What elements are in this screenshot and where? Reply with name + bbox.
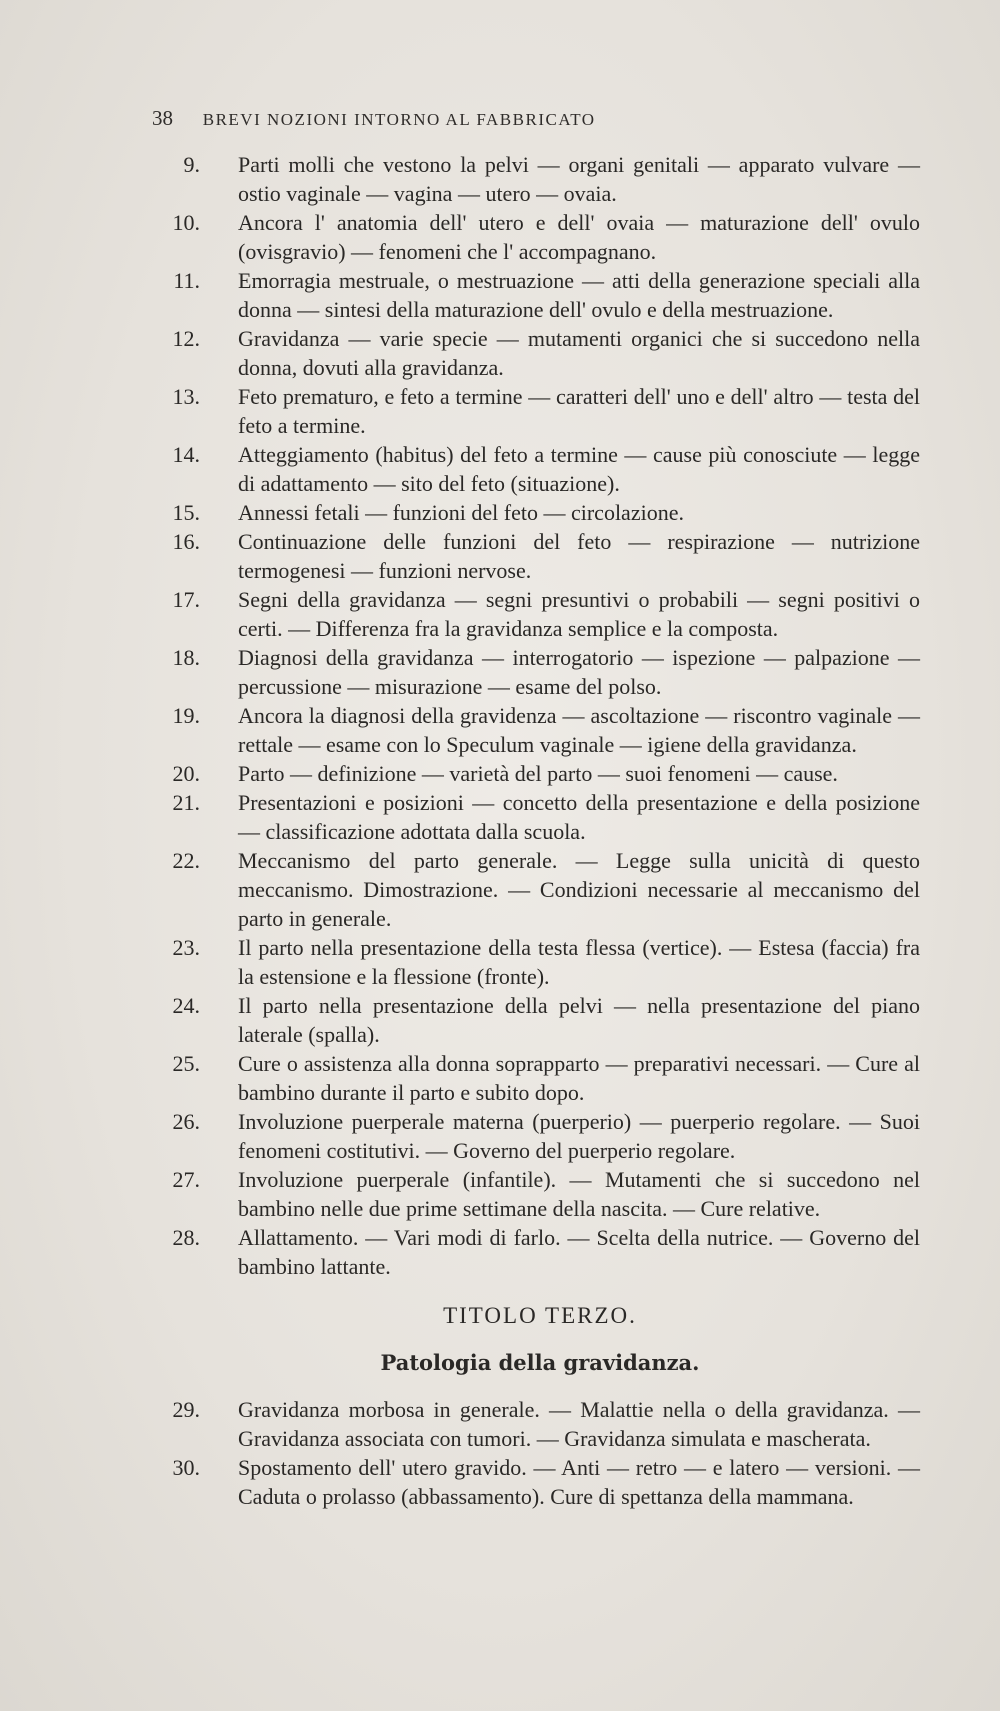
item-number: 18. [172, 645, 200, 670]
item-text: Continuazione delle funzioni del feto — respirazione — nutrizione termogenesi — funzioni nervose. [238, 529, 920, 583]
item-number: 23. [172, 935, 200, 960]
topic-list-part2 [160, 1395, 920, 1511]
item-text: Il parto nella presentazione della pelvi — nella presentazione del piano laterale (spalla). [238, 993, 920, 1047]
item-number: 15. [172, 500, 200, 525]
item-text: Meccanismo del parto generale. — Legge sulla unicità di questo meccanismo. Dimostrazione. — Condizioni necessarie al meccanismo del parto in generale. [238, 848, 920, 931]
list-item [160, 1395, 920, 1453]
item-text: Parti molli che vestono la pelvi — organi genitali — apparato vulvare — ostio vaginale — vagina — utero — ovaia. [238, 152, 920, 206]
topic-list-part1 [160, 150, 920, 1281]
item-number: 16. [172, 529, 200, 554]
list-item [160, 788, 920, 846]
item-text: Ancora la diagnosi della gravidenza — ascoltazione — riscontro vaginale — rettale — esame con lo Speculum vaginale — igiene della gravidanza. [238, 703, 920, 757]
item-number: 10. [172, 210, 200, 235]
item-number: 17. [172, 587, 200, 612]
item-text: Il parto nella presentazione della testa flessa (vertice). — Estesa (faccia) fra la estensione e la flessione (fronte). [238, 935, 920, 989]
item-text: Diagnosi della gravidanza — interrogatorio — ispezione — palpazione — percussione — misurazione — esame del polso. [238, 645, 920, 699]
item-text: Involuzione puerperale (infantile). — Mutamenti che si succedono nel bambino nelle due prime settimane della nascita. — Cure relative. [238, 1167, 920, 1221]
list-item [160, 701, 920, 759]
item-number: 11. [173, 268, 200, 293]
item-number: 26. [172, 1109, 200, 1134]
list-item [160, 1049, 920, 1107]
item-text: Segni della gravidanza — segni presuntivi o probabili — segni positivi o certi. — Differenza fra la gravidanza semplice e la composta. [238, 587, 920, 641]
running-title: BREVI NOZIONI INTORNO AL FABBRICATO [202, 110, 596, 129]
list-item [160, 382, 920, 440]
section-title: TITOLO TERZO. [443, 1303, 637, 1328]
item-number: 12. [172, 326, 200, 351]
item-number: 14. [172, 442, 200, 467]
item-text: Atteggiamento (habitus) del feto a termine — cause più conosciute — legge di adattamento — sito del feto (situazione). [238, 442, 920, 496]
list-item [160, 324, 920, 382]
item-number: 22. [172, 848, 200, 873]
page-number: 38 [152, 106, 173, 130]
list-item [160, 1165, 920, 1223]
list-item [160, 991, 920, 1049]
item-text: Spostamento dell' utero gravido. — Anti — retro — e latero — versioni. — Caduta o prolasso (abbassamento). Cure di spettanza della mammana. [238, 1455, 920, 1509]
item-number: 25. [172, 1051, 200, 1076]
item-text: Ancora l' anatomia dell' utero e dell' ovaia — maturazione dell' ovulo (ovisgravio) — fenomeni che l' accompagnano. [238, 210, 920, 264]
list-item [160, 1453, 920, 1511]
list-item [160, 585, 920, 643]
item-number: 30. [172, 1455, 200, 1480]
list-item [160, 150, 920, 208]
list-item [160, 208, 920, 266]
item-text: Allattamento. — Vari modi di farlo. — Scelta della nutrice. — Governo del bambino lattante. [238, 1225, 920, 1279]
list-item [160, 498, 920, 527]
item-number: 9. [183, 152, 200, 177]
section-subtitle: Patologia della gravidanza. [380, 1350, 700, 1375]
item-number: 27. [172, 1167, 200, 1192]
list-item [160, 266, 920, 324]
item-text: Annessi fetali — funzioni del feto — circolazione. [238, 500, 684, 525]
item-text: Presentazioni e posizioni — concetto della presentazione e della posizione — classificazione adottata dalla scuola. [238, 790, 920, 844]
list-item [160, 643, 920, 701]
item-number: 28. [172, 1225, 200, 1250]
item-number: 29. [172, 1397, 200, 1422]
list-item [160, 759, 920, 788]
item-text: Parto — definizione — varietà del parto — suoi fenomeni — cause. [238, 761, 838, 786]
list-item [160, 1223, 920, 1281]
item-text: Cure o assistenza alla donna soprapparto — preparativi necessari. — Cure al bambino durante il parto e subito dopo. [238, 1051, 920, 1105]
item-number: 13. [172, 384, 200, 409]
item-number: 20. [172, 761, 200, 786]
page-header [152, 106, 752, 131]
item-number: 21. [172, 790, 200, 815]
list-item [160, 440, 920, 498]
list-item [160, 527, 920, 585]
item-text: Emorragia mestruale, o mestruazione — atti della generazione speciali alla donna — sintesi della maturazione dell' ovulo e della mestruazione. [238, 268, 920, 322]
item-number: 24. [172, 993, 200, 1018]
item-text: Feto prematuro, e feto a termine — caratteri dell' uno e dell' altro — testa del feto a termine. [238, 384, 920, 438]
item-text: Gravidanza — varie specie — mutamenti organici che si succedono nella donna, dovuti alla gravidanza. [238, 326, 920, 380]
list-item [160, 1107, 920, 1165]
list-item [160, 933, 920, 991]
item-text: Involuzione puerperale materna (puerperio) — puerperio regolare. — Suoi fenomeni costitutivi. — Governo del puerperio regolare. [238, 1109, 920, 1163]
item-number: 19. [172, 703, 200, 728]
item-text: Gravidanza morbosa in generale. — Malattie nella o della gravidanza. — Gravidanza associata con tumori. — Gravidanza simulata e mascherata. [238, 1397, 920, 1451]
list-item [160, 846, 920, 933]
